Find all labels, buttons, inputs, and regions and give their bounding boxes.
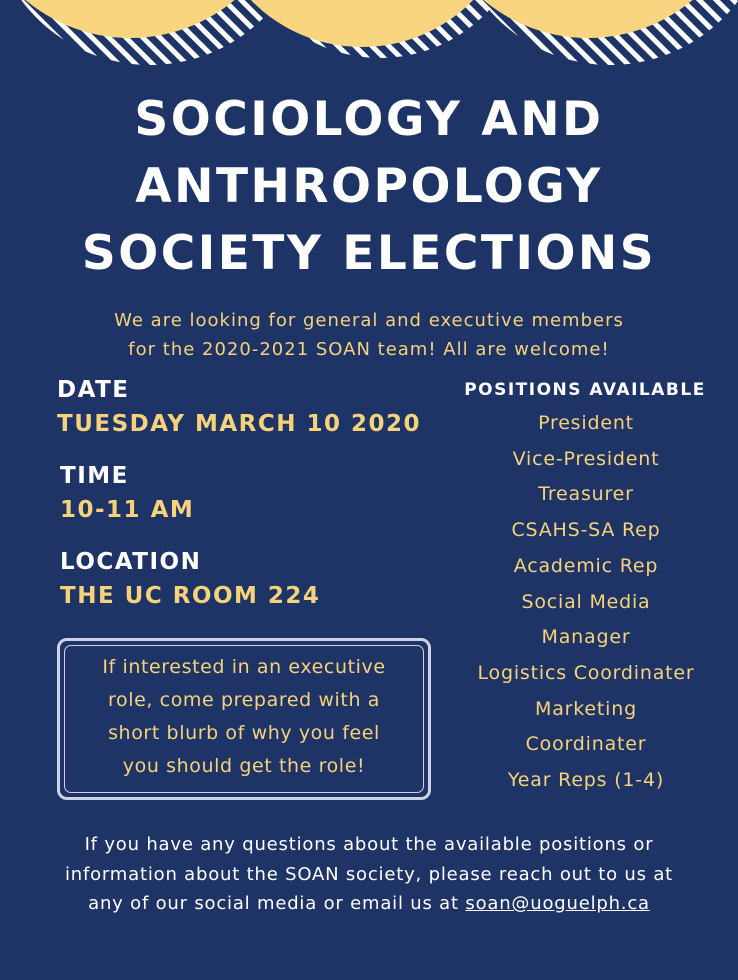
footer-line-1: If you have any questions about the available positions or bbox=[84, 834, 654, 855]
title-line-2: ANTHROPOLOGY bbox=[135, 159, 603, 214]
email-link[interactable]: soan@uoguelph.ca bbox=[465, 893, 650, 914]
contact-footer bbox=[0, 830, 738, 919]
date-label: DATE bbox=[57, 377, 130, 403]
position-item: Manager bbox=[541, 626, 631, 649]
footer-line-2: information about the SOAN society, please reach out to us at bbox=[64, 863, 674, 885]
position-item: Logistics Coordinater bbox=[477, 661, 695, 684]
position-item: President bbox=[538, 412, 634, 434]
note-line-1: If interested in an executive bbox=[102, 656, 386, 678]
subtitle-line-2: for the 2020-2021 SOAN team! All are welcome! bbox=[128, 339, 610, 360]
date-value: TUESDAY MARCH 10 2020 bbox=[57, 411, 422, 437]
poster-title bbox=[0, 86, 738, 287]
time-label: TIME bbox=[60, 463, 129, 489]
executive-role-note bbox=[64, 651, 424, 783]
note-line-2: role, come prepared with a bbox=[108, 689, 380, 711]
subtitle bbox=[0, 306, 738, 364]
position-item: CSAHS-SA Rep bbox=[511, 519, 661, 542]
footer-line-3-text: any of our social media or email us at bbox=[88, 893, 466, 914]
subtitle-line-1: We are looking for general and executive members bbox=[114, 310, 624, 331]
position-item: Vice-President bbox=[512, 447, 660, 470]
position-item: Social Media bbox=[521, 590, 651, 613]
footer-line-3 bbox=[0, 889, 738, 919]
position-item: Year Reps (1-4) bbox=[507, 769, 665, 792]
position-item: Coordinater bbox=[525, 733, 647, 756]
title-line-1: SOCIOLOGY AND bbox=[134, 92, 604, 147]
position-item: Marketing bbox=[535, 697, 637, 720]
note-line-4: you should get the role! bbox=[122, 755, 366, 777]
location-label: LOCATION bbox=[60, 549, 202, 575]
note-line-3: short blurb of why you feel bbox=[108, 722, 380, 744]
positions-list bbox=[455, 406, 717, 799]
decorative-circles-header bbox=[0, 0, 738, 90]
time-value: 10-11 AM bbox=[60, 497, 195, 523]
location-value: THE UC ROOM 224 bbox=[60, 583, 321, 609]
position-item: Academic Rep bbox=[513, 554, 659, 577]
position-item: Treasurer bbox=[538, 483, 634, 506]
title-line-3: SOCIETY ELECTIONS bbox=[81, 226, 657, 281]
positions-heading: POSITIONS AVAILABLE bbox=[464, 380, 706, 400]
